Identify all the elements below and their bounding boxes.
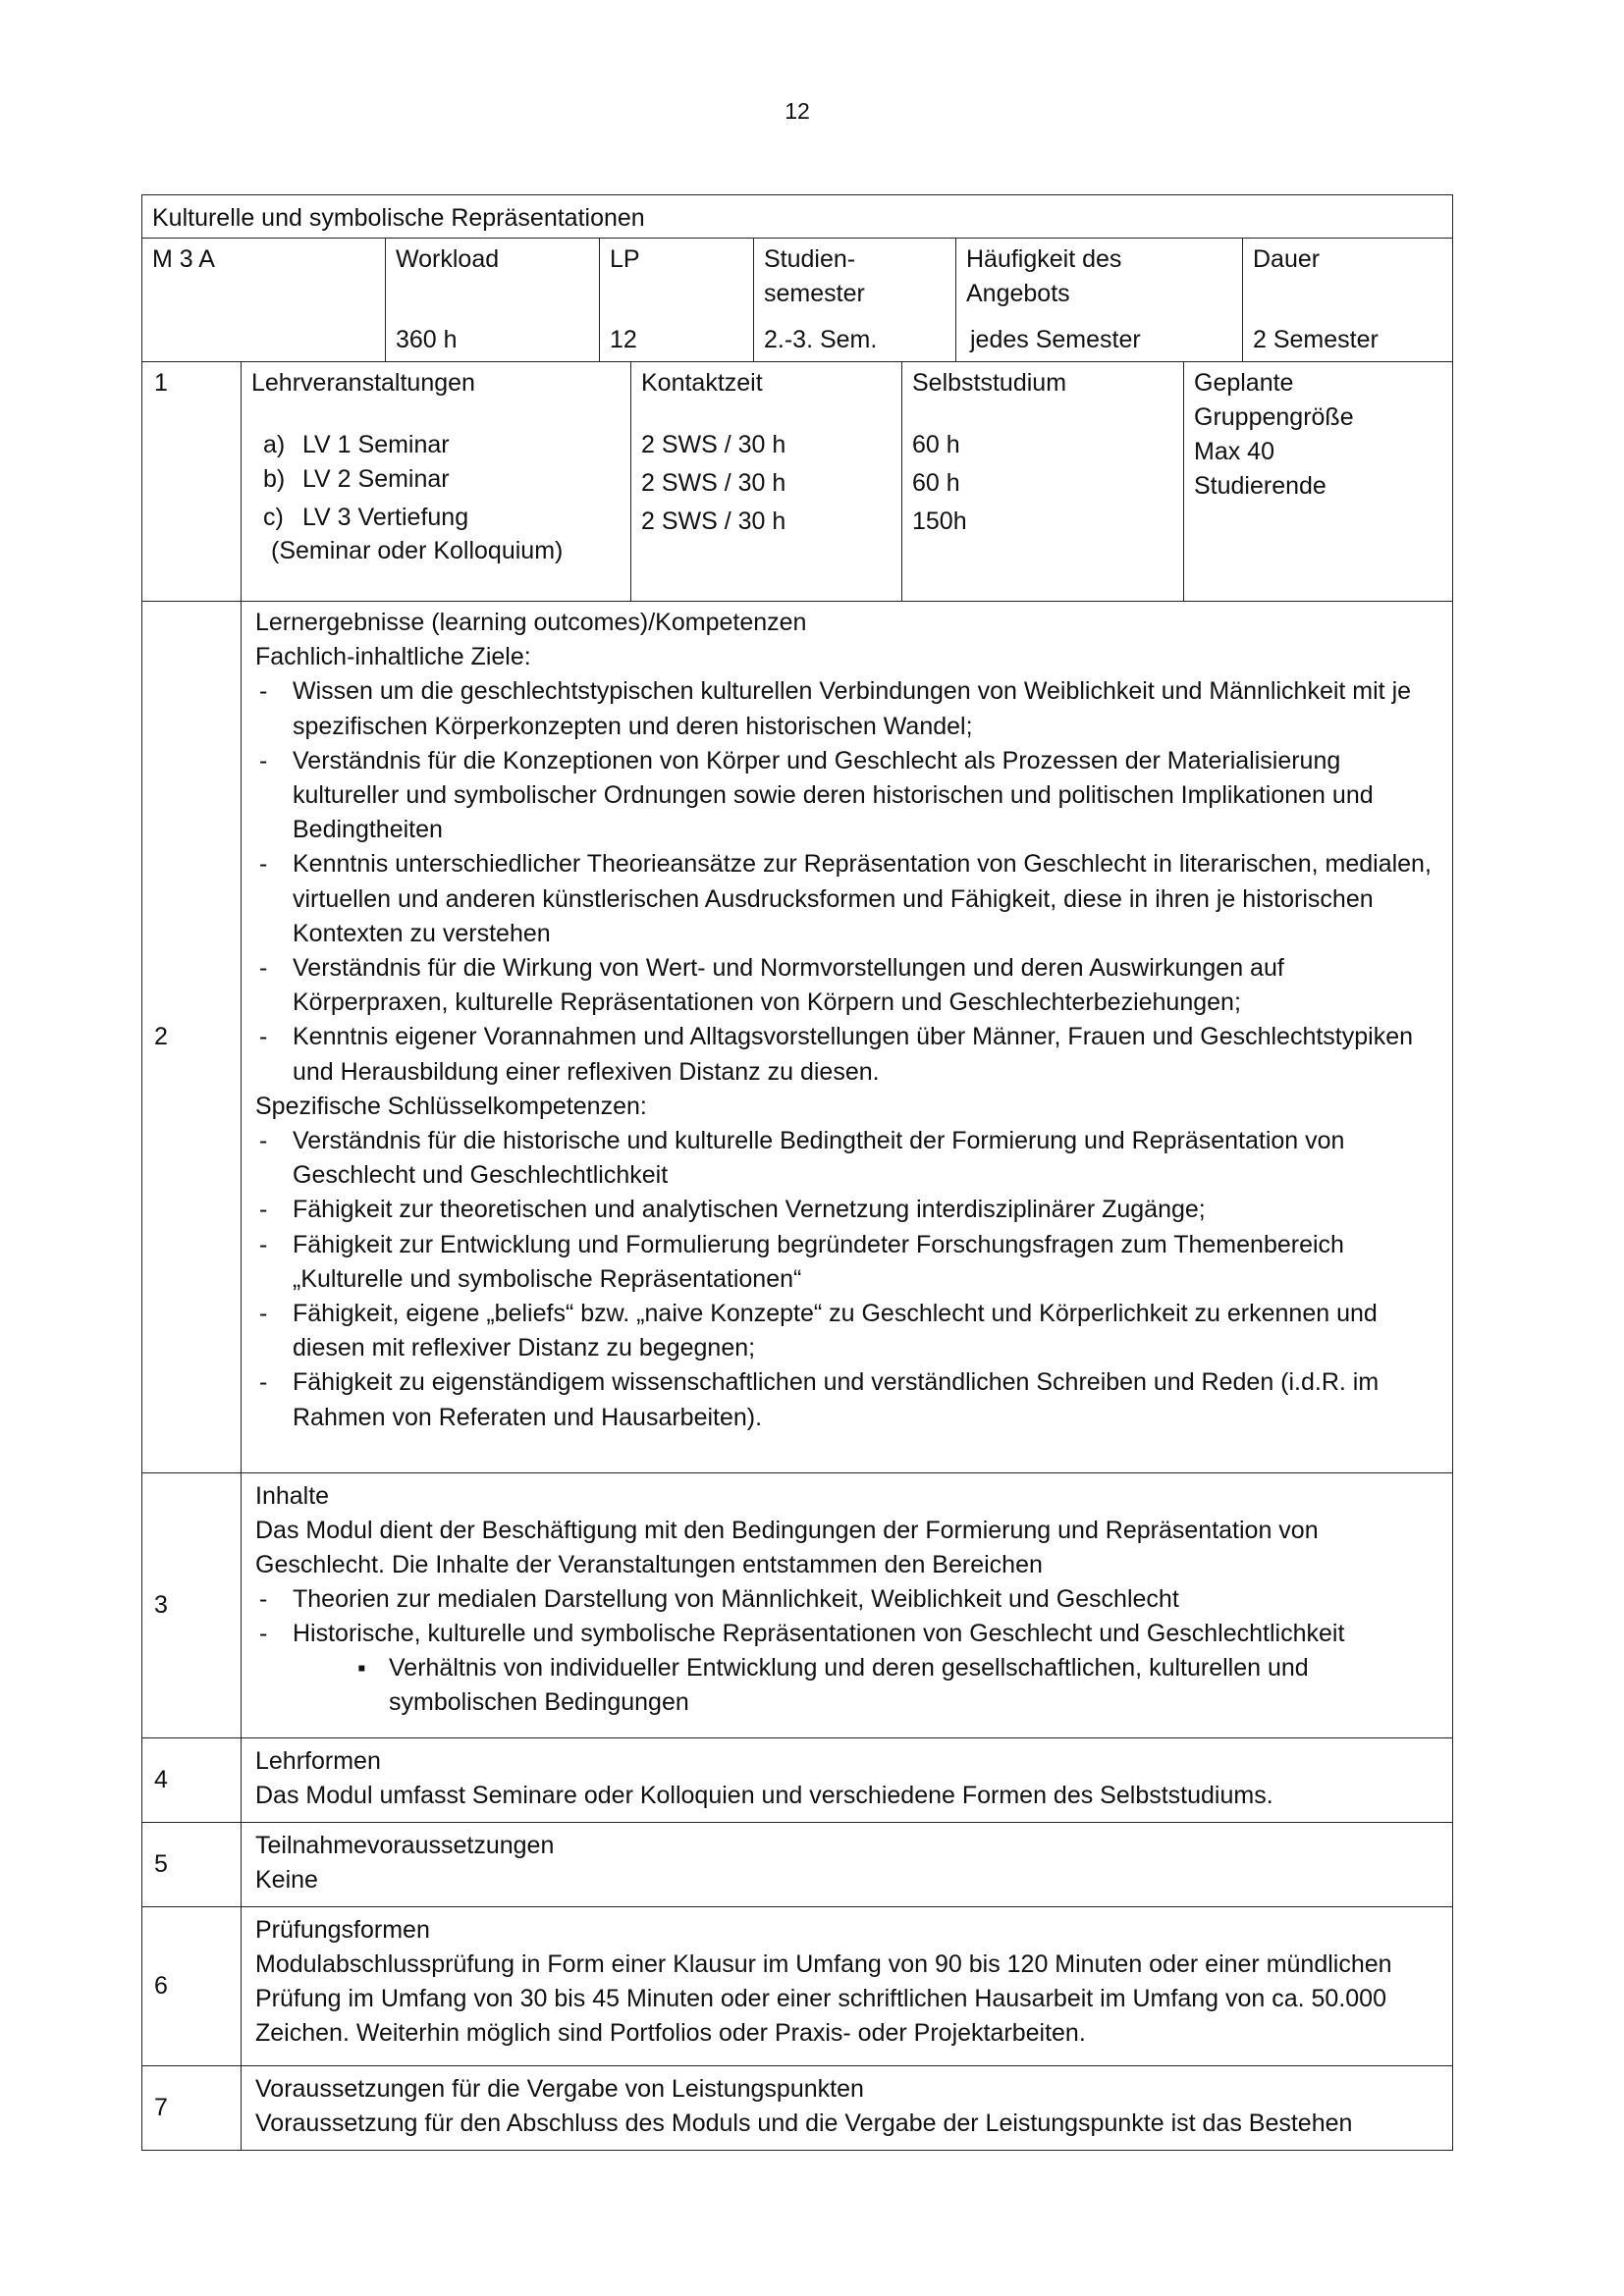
selbst-label: Selbststudium xyxy=(912,369,1067,397)
row-inhalte xyxy=(141,1473,1453,1738)
teilnahme-heading: Teilnahmevoraussetzungen xyxy=(255,1832,555,1859)
gruppe-cell xyxy=(1183,362,1452,601)
lv-label: Lehrveranstaltungen xyxy=(251,369,475,397)
row-lehrformen xyxy=(141,1738,1453,1823)
gruppe-label-2: Gruppengröße xyxy=(1194,403,1354,431)
module-title-row xyxy=(141,194,1453,239)
kontakt-cell xyxy=(630,362,901,601)
lp-cell xyxy=(599,239,753,361)
list-item: - Kenntnis eigener Vorannahmen und Alltagsvorstellungen über Männer, Frauen und Geschlechtstypiken und Herausbildung einer reflexiven Distanz zu diesen. xyxy=(255,1020,1438,1089)
row-number-4: 4 xyxy=(154,1766,168,1793)
module-table xyxy=(141,194,1453,2151)
row-number-6: 6 xyxy=(154,1972,168,2000)
frequency-label-1: Häufigkeit des xyxy=(966,245,1122,273)
list-item: - Verständnis für die historische und kulturelle Bedingtheit der Formierung und Repräsentation von Geschlecht und Geschlechtlichkeit xyxy=(255,1124,1438,1193)
lernergebnisse-cell xyxy=(241,602,1452,1472)
fachlich-subheading: Fachlich-inhaltliche Ziele: xyxy=(255,643,531,671)
pruefungsformen-cell xyxy=(241,1907,1452,2065)
list-item: - Fähigkeit zur theoretischen und analytischen Vernetzung interdisziplinärer Zugänge; xyxy=(255,1193,1438,1227)
list-item: - Verständnis für die Wirkung von Wert- und Normvorstellungen und deren Auswirkungen auf Körperpraxen, kulturelle Repräsentationen von Körpern und Geschlechterbeziehungen; xyxy=(255,951,1438,1020)
lehrformen-cell xyxy=(241,1738,1452,1822)
semester-cell xyxy=(753,239,955,361)
frequency-cell xyxy=(955,239,1242,361)
kontakt-value-b: 2 SWS / 30 h xyxy=(641,469,786,497)
list-item: - Fähigkeit zu eigenständigem wissenschaftlichen und verständlichen Schreiben und Reden (i.d.R. im Rahmen von Referaten und Hausarbeiten). xyxy=(255,1365,1438,1434)
module-title: Kulturelle und symbolische Repräsentationen xyxy=(152,204,645,232)
leistungspunkte-heading: Voraussetzungen für die Vergabe von Leistungspunkten xyxy=(255,2075,864,2103)
lv-item-b: b) LV 2 Seminar xyxy=(263,465,450,493)
workload-cell xyxy=(385,239,599,361)
gruppe-label-1: Geplante xyxy=(1194,369,1294,397)
module-code: M 3 A xyxy=(152,245,215,273)
kontakt-value-a: 2 SWS / 30 h xyxy=(641,431,786,458)
row-number-2: 2 xyxy=(154,1023,168,1050)
lehrformen-text: Das Modul umfasst Seminare oder Kolloquien und verschiedene Formen des Selbststudiums. xyxy=(255,1782,1273,1809)
selbst-value-a: 60 h xyxy=(912,431,960,458)
selbst-cell xyxy=(901,362,1183,601)
pruefungsformen-heading: Prüfungsformen xyxy=(255,1916,430,1944)
duration-label: Dauer xyxy=(1253,245,1321,273)
row-lernergebnisse xyxy=(141,602,1453,1473)
lehrformen-heading: Lehrformen xyxy=(255,1747,381,1775)
kontakt-label: Kontaktzeit xyxy=(641,369,763,397)
list-item: - Kenntnis unterschiedlicher Theorieansätze zur Repräsentation von Geschlecht in literarischen, medialen, virtuellen und anderen künstlerischen Ausdrucksformen und Fähigkeit, diese in ihren je historischen Kontexten zu verstehen xyxy=(255,847,1438,951)
list-item: - Wissen um die geschlechtstypischen kulturellen Verbindungen von Weiblichkeit und Männlichkeit mit je spezifischen Körperkonzepten und deren historischen Wandel; xyxy=(255,674,1438,743)
page-number: 12 xyxy=(785,98,810,124)
pruefungsformen-text: Modulabschlussprüfung in Form einer Klausur im Umfang von 90 bis 120 Minuten oder einer mündlichen Prüfung im Umfang von 30 bis 45 Minuten oder einer schriftlichen Hausarbeit im Umfang von ca. 50.000 Zeichen. Weiterhin möglich sind Portfolios oder Praxis- oder Projektarbeiten. xyxy=(255,1950,1392,2047)
gruppe-value-1: Max 40 xyxy=(1194,438,1274,465)
inhalte-heading: Inhalte xyxy=(255,1482,330,1510)
row-number-5: 5 xyxy=(154,1850,168,1878)
lv-item-c: c) LV 3 Vertiefung xyxy=(263,504,469,531)
teilnahme-text: Keine xyxy=(255,1866,318,1894)
row-pruefungsformen xyxy=(141,1907,1453,2066)
list-item: - Fähigkeit, eigene „beliefs“ bzw. „naive Konzepte“ zu Geschlecht und Körperlichkeit zu erkennen und diesen mit reflexiver Distanz zu begegnen; xyxy=(255,1297,1438,1365)
lv-cell xyxy=(241,362,630,601)
row-lehrveranstaltungen xyxy=(141,362,1453,602)
schluessel-subheading: Spezifische Schlüsselkompetenzen: xyxy=(255,1092,647,1120)
workload-label: Workload xyxy=(396,245,500,273)
row-number-7: 7 xyxy=(154,2094,168,2121)
kontakt-value-c: 2 SWS / 30 h xyxy=(641,507,786,535)
lp-label: LP xyxy=(610,245,640,273)
gruppe-value-2: Studierende xyxy=(1194,472,1326,500)
module-header-row xyxy=(141,239,1453,362)
selbst-value-b: 60 h xyxy=(912,469,960,497)
leistungspunkte-cell xyxy=(241,2066,1452,2150)
duration-cell xyxy=(1242,239,1452,361)
row-number-1: 1 xyxy=(154,369,168,397)
duration-value: 2 Semester xyxy=(1253,326,1379,353)
list-item: - Verständnis für die Konzeptionen von Körper und Geschlecht als Prozessen der Materialisierung kultureller und symbolischer Ordnungen sowie deren historischen und politischen Implikationen und Bedingtheiten xyxy=(255,744,1438,848)
frequency-value: jedes Semester xyxy=(970,326,1141,353)
frequency-label-2: Angebots xyxy=(966,280,1070,307)
leistungspunkte-text: Voraussetzung für den Abschluss des Moduls und die Vergabe der Leistungspunkte ist das Bestehen xyxy=(255,2109,1353,2137)
list-item: - Fähigkeit zur Entwicklung und Formulierung begründeter Forschungsfragen zum Themenbereich „Kulturelle und symbolische Repräsentationen“ xyxy=(255,1228,1438,1297)
row-number-3: 3 xyxy=(154,1591,168,1619)
inhalte-cell xyxy=(241,1473,1452,1737)
workload-value: 360 h xyxy=(396,326,458,353)
teilnahme-cell xyxy=(241,1823,1452,1906)
lv-item-c-extra: (Seminar oder Kolloquium) xyxy=(271,537,564,564)
semester-value: 2.-3. Sem. xyxy=(764,326,878,353)
semester-label-1: Studien- xyxy=(764,245,856,273)
lernergebnisse-heading: Lernergebnisse (learning outcomes)/Kompetenzen xyxy=(255,609,807,636)
inhalte-text: Das Modul dient der Beschäftigung mit den Bedingungen der Formierung und Repräsentation von Geschlecht. Die Inhalte der Veranstaltungen entstammen den Bereichen xyxy=(255,1517,1319,1578)
row-leistungspunkte xyxy=(141,2066,1453,2151)
sub-list-item: ▪ Verhältnis von individueller Entwicklung und deren gesellschaftlichen, kulturellen und symbolischen Bedingungen xyxy=(255,1651,1438,1720)
lp-value: 12 xyxy=(610,326,637,353)
list-item: - Theorien zur medialen Darstellung von Männlichkeit, Weiblichkeit und Geschlecht xyxy=(255,1582,1438,1617)
semester-label-2: semester xyxy=(764,280,865,307)
list-item: - Historische, kulturelle und symbolische Repräsentationen von Geschlecht und Geschlechtlichkeit xyxy=(255,1617,1438,1651)
row-teilnahme xyxy=(141,1823,1453,1907)
lv-item-a: a) LV 1 Seminar xyxy=(263,431,450,458)
selbst-value-c: 150h xyxy=(912,507,967,535)
